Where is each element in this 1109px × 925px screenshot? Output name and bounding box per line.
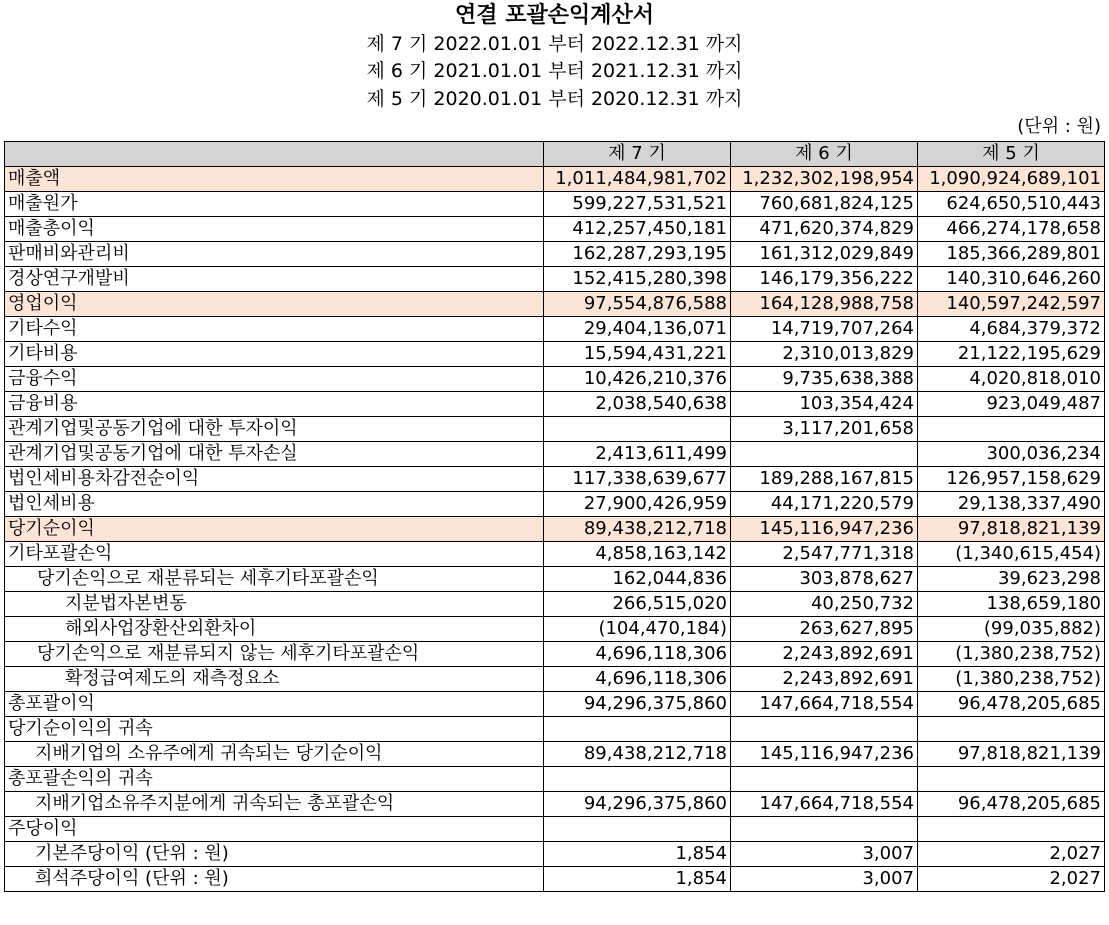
row-label: 금융비용 — [5, 392, 544, 417]
value-period-6: 2,243,892,691 — [731, 642, 918, 667]
header-period-5: 제 5 기 — [918, 142, 1105, 167]
value-period-7: 89,438,212,718 — [544, 517, 731, 542]
row-label: 관계기업및공동기업에 대한 투자손실 — [5, 442, 544, 467]
row-label: 지배기업의 소유주에게 귀속되는 당기순이익 — [5, 742, 544, 767]
row-label: 매출총이익 — [5, 217, 544, 242]
value-period-7: 97,554,876,588 — [544, 292, 731, 317]
value-period-5: (1,380,238,752) — [918, 642, 1105, 667]
value-period-5: 4,684,379,372 — [918, 317, 1105, 342]
table-row — [5, 767, 1105, 792]
table-row — [5, 392, 1105, 417]
value-period-5: 21,122,195,629 — [918, 342, 1105, 367]
value-period-6: 2,310,013,829 — [731, 342, 918, 367]
value-period-6: 145,116,947,236 — [731, 517, 918, 542]
row-label: 지분법자본변동 — [5, 592, 544, 617]
value-period-7: 266,515,020 — [544, 592, 731, 617]
table-row — [5, 192, 1105, 217]
table-row — [5, 567, 1105, 592]
row-label: 당기순이익의 귀속 — [5, 717, 544, 742]
statement-title: 연결 포괄손익계산서 — [455, 3, 654, 28]
value-period-7: 152,415,280,398 — [544, 267, 731, 292]
table-row — [5, 592, 1105, 617]
value-period-5: 97,818,821,139 — [918, 517, 1105, 542]
value-period-5: 185,366,289,801 — [918, 242, 1105, 267]
value-period-7: 4,858,163,142 — [544, 542, 731, 567]
row-label: 당기손익으로 재분류되는 세후기타포괄손익 — [5, 567, 544, 592]
value-period-5 — [918, 817, 1105, 842]
value-period-5 — [918, 767, 1105, 792]
value-period-7: 29,404,136,071 — [544, 317, 731, 342]
value-period-6: 147,664,718,554 — [731, 692, 918, 717]
table-row — [5, 817, 1105, 842]
value-period-6: 189,288,167,815 — [731, 467, 918, 492]
value-period-6 — [731, 767, 918, 792]
value-period-7: 94,296,375,860 — [544, 692, 731, 717]
value-period-5: 4,020,818,010 — [918, 367, 1105, 392]
value-period-7: 1,854 — [544, 867, 731, 892]
table-row — [5, 742, 1105, 767]
row-label: 당기손익으로 재분류되지 않는 세후기타포괄손익 — [5, 642, 544, 667]
table-row — [5, 467, 1105, 492]
value-period-6: 471,620,374,829 — [731, 217, 918, 242]
value-period-5: 97,818,821,139 — [918, 742, 1105, 767]
value-period-6: 1,232,302,198,954 — [731, 167, 918, 192]
table-row — [5, 542, 1105, 567]
table-row — [5, 492, 1105, 517]
value-period-7: 599,227,531,521 — [544, 192, 731, 217]
row-label: 기타포괄손익 — [5, 542, 544, 567]
table-row — [5, 842, 1105, 867]
row-label: 기타비용 — [5, 342, 544, 367]
row-label: 주당이익 — [5, 817, 544, 842]
value-period-6: 164,128,988,758 — [731, 292, 918, 317]
value-period-7: 412,257,450,181 — [544, 217, 731, 242]
row-label: 지배기업소유주지분에게 귀속되는 총포괄손익 — [5, 792, 544, 817]
row-label: 경상연구개발비 — [5, 267, 544, 292]
value-period-7: 1,854 — [544, 842, 731, 867]
value-period-6: 3,117,201,658 — [731, 417, 918, 442]
period-line-7: 제 7 기 2022.01.01 부터 2022.12.31 까지 — [366, 33, 743, 55]
row-label: 법인세비용 — [5, 492, 544, 517]
value-period-7: 94,296,375,860 — [544, 792, 731, 817]
table-row — [5, 267, 1105, 292]
row-label: 기타수익 — [5, 317, 544, 342]
value-period-7: 4,696,118,306 — [544, 642, 731, 667]
value-period-6: 9,735,638,388 — [731, 367, 918, 392]
header-row — [5, 142, 1105, 167]
value-period-5: 140,597,242,597 — [918, 292, 1105, 317]
value-period-5 — [918, 717, 1105, 742]
value-period-5: 1,090,924,689,101 — [918, 167, 1105, 192]
table-row — [5, 442, 1105, 467]
value-period-7: 2,038,540,638 — [544, 392, 731, 417]
header-account — [5, 142, 544, 167]
row-label: 해외사업장환산외환차이 — [5, 617, 544, 642]
value-period-7: 162,044,836 — [544, 567, 731, 592]
value-period-6 — [731, 717, 918, 742]
value-period-5: 624,650,510,443 — [918, 192, 1105, 217]
value-period-7: 4,696,118,306 — [544, 667, 731, 692]
value-period-5: 96,478,205,685 — [918, 692, 1105, 717]
value-period-6: 14,719,707,264 — [731, 317, 918, 342]
table-row — [5, 692, 1105, 717]
value-period-6: 146,179,356,222 — [731, 267, 918, 292]
value-period-5: 300,036,234 — [918, 442, 1105, 467]
value-period-6: 2,243,892,691 — [731, 667, 918, 692]
row-label: 희석주당이익 (단위 : 원) — [5, 867, 544, 892]
table-row — [5, 417, 1105, 442]
row-label: 확정급여제도의 재측정요소 — [5, 667, 544, 692]
value-period-5: 2,027 — [918, 842, 1105, 867]
value-period-5: (99,035,882) — [918, 617, 1105, 642]
value-period-6 — [731, 817, 918, 842]
row-label: 영업이익 — [5, 292, 544, 317]
header-period-7: 제 7 기 — [544, 142, 731, 167]
value-period-7: 1,011,484,981,702 — [544, 167, 731, 192]
row-label: 당기순이익 — [5, 517, 544, 542]
value-period-6: 760,681,824,125 — [731, 192, 918, 217]
value-period-6 — [731, 442, 918, 467]
value-period-7: 117,338,639,677 — [544, 467, 731, 492]
value-period-5: 29,138,337,490 — [918, 492, 1105, 517]
value-period-6: 263,627,895 — [731, 617, 918, 642]
value-period-7: 10,426,210,376 — [544, 367, 731, 392]
value-period-6: 145,116,947,236 — [731, 742, 918, 767]
value-period-6: 303,878,627 — [731, 567, 918, 592]
value-period-6: 40,250,732 — [731, 592, 918, 617]
value-period-7: 89,438,212,718 — [544, 742, 731, 767]
value-period-5: (1,340,615,454) — [918, 542, 1105, 567]
table-row — [5, 367, 1105, 392]
table-row — [5, 867, 1105, 892]
period-line-6: 제 6 기 2021.01.01 부터 2021.12.31 까지 — [366, 60, 743, 82]
value-period-7 — [544, 817, 731, 842]
row-label: 총포괄손익의 귀속 — [5, 767, 544, 792]
value-period-5: 923,049,487 — [918, 392, 1105, 417]
value-period-7 — [544, 417, 731, 442]
value-period-5: 140,310,646,260 — [918, 267, 1105, 292]
value-period-7: 15,594,431,221 — [544, 342, 731, 367]
row-label: 금융수익 — [5, 367, 544, 392]
table-row — [5, 667, 1105, 692]
value-period-5: 466,274,178,658 — [918, 217, 1105, 242]
period-line-5: 제 5 기 2020.01.01 부터 2020.12.31 까지 — [366, 88, 743, 110]
value-period-7: 27,900,426,959 — [544, 492, 731, 517]
value-period-6: 161,312,029,849 — [731, 242, 918, 267]
value-period-6: 3,007 — [731, 842, 918, 867]
value-period-5 — [918, 417, 1105, 442]
value-period-6: 3,007 — [731, 867, 918, 892]
value-period-7: 2,413,611,499 — [544, 442, 731, 467]
table-row — [5, 342, 1105, 367]
row-label: 매출원가 — [5, 192, 544, 217]
value-period-5: 138,659,180 — [918, 592, 1105, 617]
table-row — [5, 242, 1105, 267]
table-row — [5, 167, 1105, 192]
table-row — [5, 617, 1105, 642]
value-period-5: (1,380,238,752) — [918, 667, 1105, 692]
value-period-6: 2,547,771,318 — [731, 542, 918, 567]
row-label: 법인세비용차감전순이익 — [5, 467, 544, 492]
table-row — [5, 217, 1105, 242]
row-label: 총포괄이익 — [5, 692, 544, 717]
row-label: 매출액 — [5, 167, 544, 192]
value-period-7: (104,470,184) — [544, 617, 731, 642]
table-row — [5, 792, 1105, 817]
table-row — [5, 292, 1105, 317]
table-row — [5, 717, 1105, 742]
table-row — [5, 642, 1105, 667]
value-period-5: 39,623,298 — [918, 567, 1105, 592]
value-period-5: 2,027 — [918, 867, 1105, 892]
value-period-7 — [544, 767, 731, 792]
row-label: 관계기업및공동기업에 대한 투자이익 — [5, 417, 544, 442]
value-period-7 — [544, 717, 731, 742]
row-label: 판매비와관리비 — [5, 242, 544, 267]
table-row — [5, 317, 1105, 342]
unit-label: (단위 : 원) — [1017, 116, 1101, 137]
value-period-5: 126,957,158,629 — [918, 467, 1105, 492]
value-period-6: 44,171,220,579 — [731, 492, 918, 517]
row-label: 기본주당이익 (단위 : 원) — [5, 842, 544, 867]
value-period-5: 96,478,205,685 — [918, 792, 1105, 817]
header-period-6: 제 6 기 — [731, 142, 918, 167]
income-statement-table — [4, 141, 1105, 892]
table-row — [5, 517, 1105, 542]
value-period-7: 162,287,293,195 — [544, 242, 731, 267]
value-period-6: 103,354,424 — [731, 392, 918, 417]
value-period-6: 147,664,718,554 — [731, 792, 918, 817]
